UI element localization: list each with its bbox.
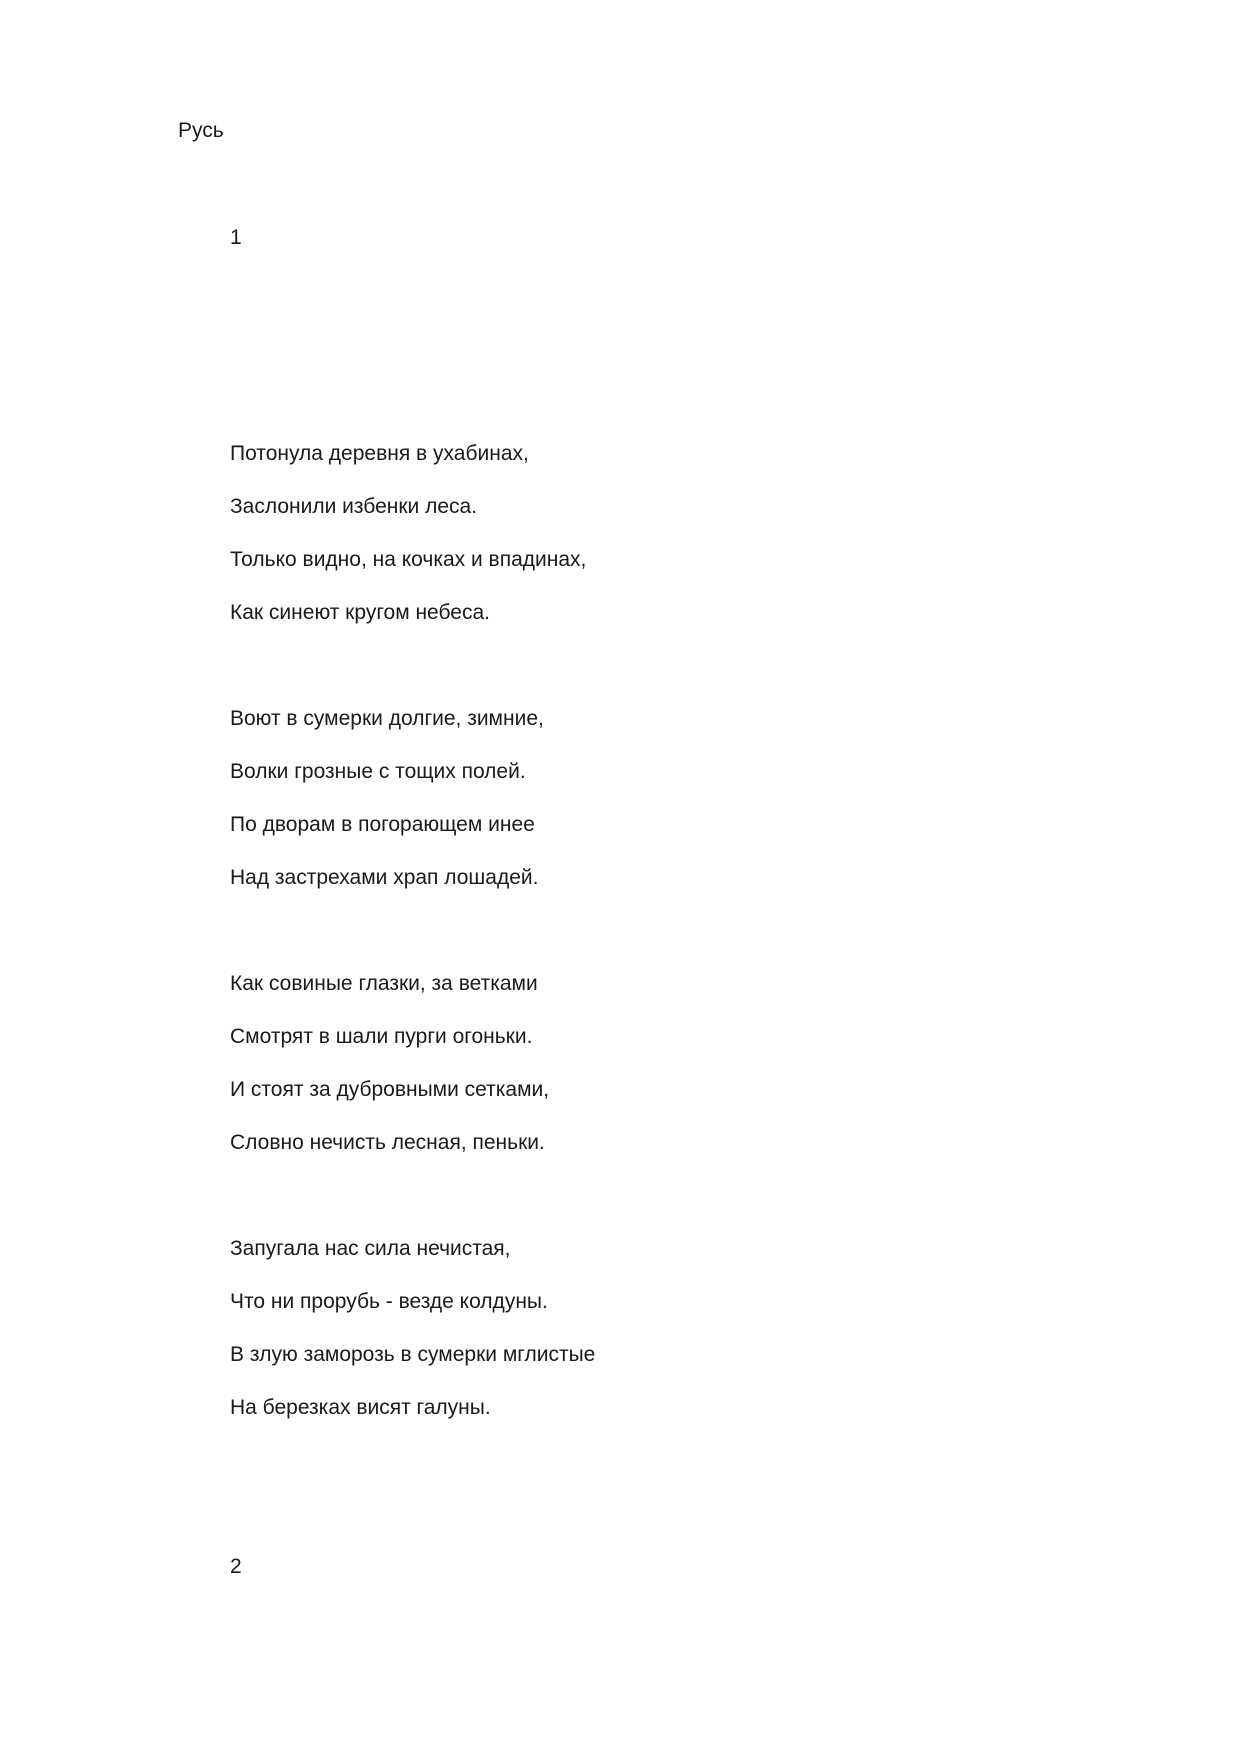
- verse-line: Что ни прорубь - везде колдуны.: [230, 1290, 548, 1313]
- verse-line: Словно нечисть лесная, пеньки.: [230, 1131, 545, 1154]
- document-title: Русь: [178, 119, 224, 142]
- verse-line: В злую заморозь в сумерки мглистые: [230, 1343, 596, 1366]
- verse-line: Волки грозные с тощих полей.: [230, 760, 526, 783]
- verse-line: Как совиные глазки, за ветками: [230, 972, 538, 995]
- verse-line: По дворам в погорающем инее: [230, 813, 535, 836]
- verse-line: Как синеют кругом небеса.: [230, 601, 490, 624]
- verse-line: На березках висят галуны.: [230, 1396, 491, 1419]
- verse-line: Воют в сумерки долгие, зимние,: [230, 707, 544, 730]
- verse-line: Запугала нас сила нечистая,: [230, 1237, 511, 1260]
- verse-line: Только видно, на кочках и впадинах,: [230, 548, 587, 571]
- verse-line: Смотрят в шали пурги огоньки.: [230, 1025, 533, 1048]
- verse-line: И стоят за дубровными сетками,: [230, 1078, 550, 1101]
- verse-line: Заслонили избенки леса.: [230, 495, 478, 518]
- section-number: 1: [230, 226, 242, 249]
- verse-line: Над застрехами храп лошадей.: [230, 866, 539, 889]
- verse-line: Потонула деревня в ухабинах,: [230, 442, 529, 465]
- section-number: 2: [230, 1555, 242, 1578]
